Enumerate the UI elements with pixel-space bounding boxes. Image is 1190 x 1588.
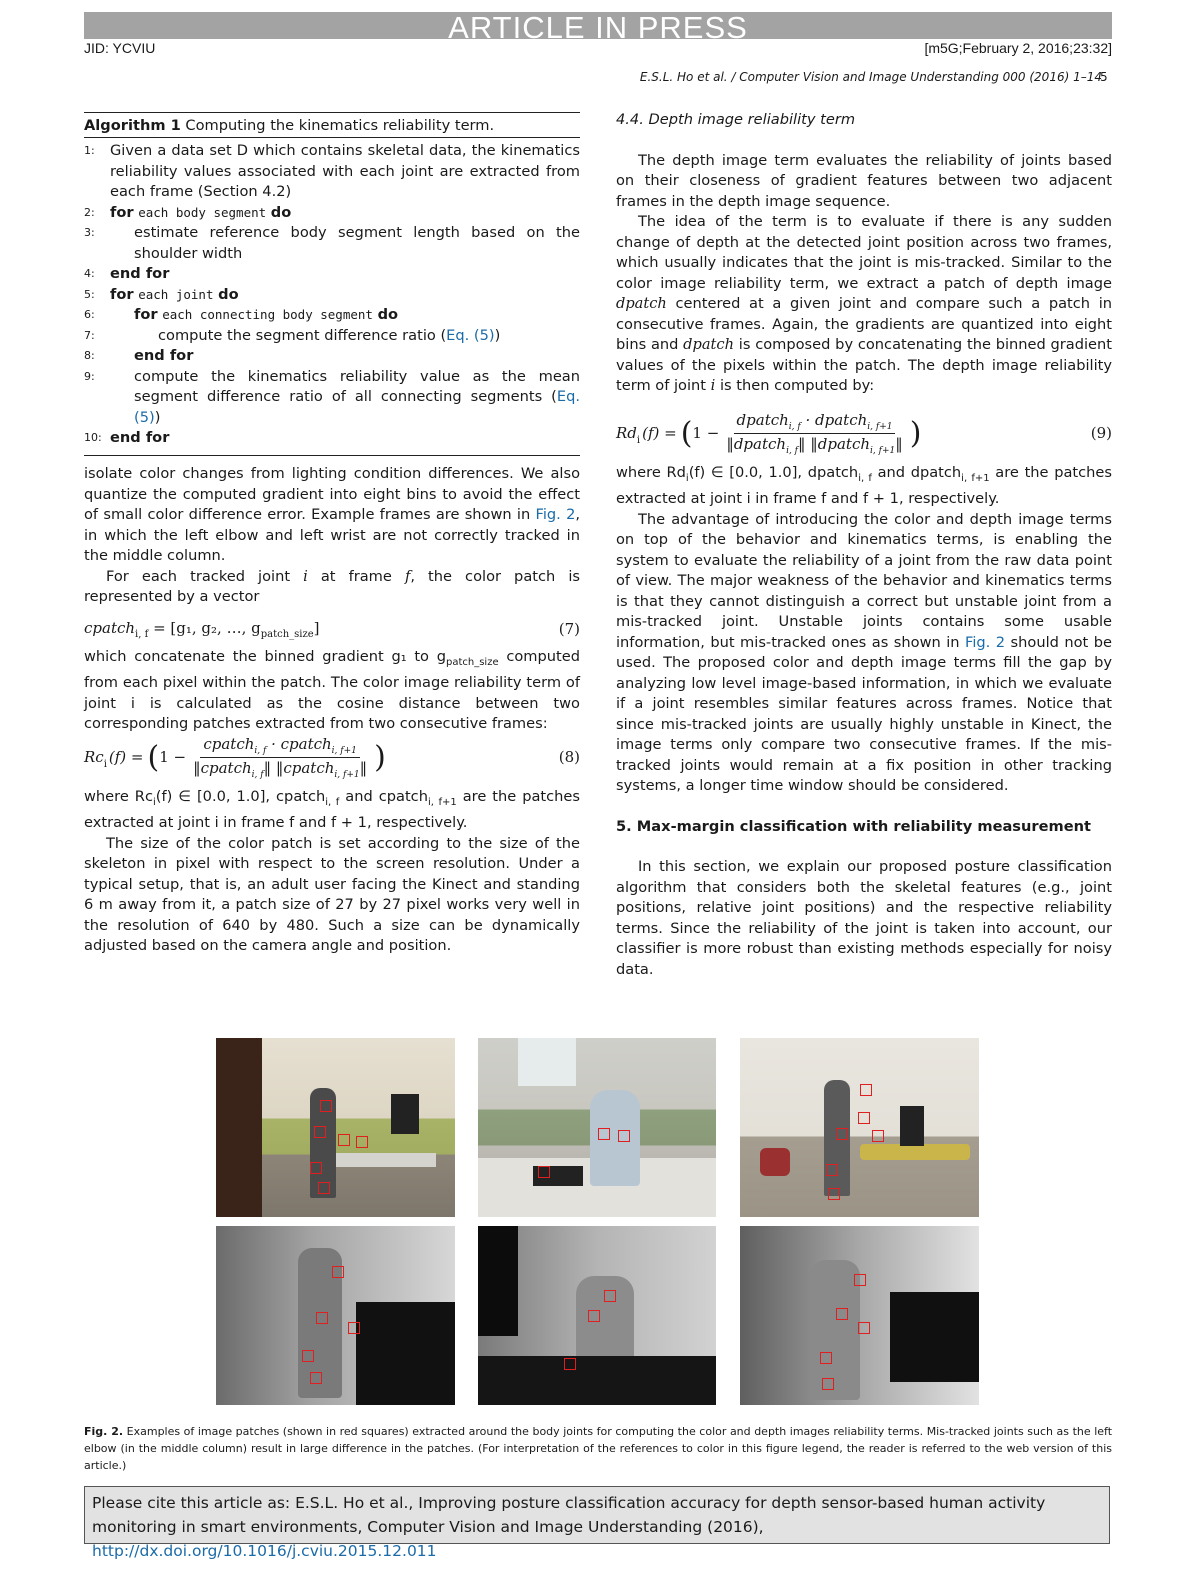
equation-body (616, 411, 921, 456)
text-run: are the patches extracted at joint i in frame f and f + 1, respectively. (616, 464, 1112, 508)
keyword: end for (110, 429, 170, 446)
math-text: ‖ (359, 758, 368, 777)
line-text (110, 326, 580, 347)
paragraph (84, 464, 580, 567)
math-text: dpatch (736, 410, 789, 429)
line-text (110, 203, 580, 224)
article-in-press-banner: ARTICLE IN PRESS (84, 12, 1112, 39)
math-sub: i, f+1 (331, 745, 357, 756)
numerator (734, 411, 896, 434)
patch-square (302, 1350, 314, 1362)
line-number: 8: (84, 349, 95, 362)
patch-square (320, 1100, 332, 1112)
math-sub: i, f+1 (427, 796, 457, 808)
patch-square (826, 1164, 838, 1176)
running-head-text: E.S.L. Ho et al. / Computer Vision and Image Understanding 000 (2016) 1–14 (639, 70, 1102, 84)
math-text: (f) = (108, 748, 144, 766)
line-number: 9: (84, 369, 95, 383)
math-sub: i, f (135, 628, 149, 640)
keyword: for (110, 203, 134, 221)
running-head (0, 70, 1112, 84)
algorithm-label: Algorithm 1 (84, 117, 181, 134)
algorithm-line (84, 223, 580, 264)
text-run: The advantage of introducing the color and depth image terms on top of the behavior and kinematics terms, is enabling the system to evaluate the reliability of a joint from the raw data point of view. The major weakness of the behavior and kinematics terms is that they cannot distinguish a correct but unstable joint from a mis-tracked joint. Unstable joints contains some usable information, but mis-tracked ones as shown in (616, 510, 1112, 651)
equation-body (84, 619, 320, 640)
math-text: ] (313, 618, 320, 637)
math-text: ‖dpatch (726, 434, 787, 453)
equation-link[interactable]: Eq. (5) (446, 326, 495, 344)
keyword: for (134, 306, 158, 323)
left-paren: ( (147, 739, 160, 775)
paragraph (84, 567, 580, 608)
text-run: where Rd (616, 464, 686, 481)
patch-square (858, 1322, 870, 1334)
algorithm-line (84, 428, 580, 449)
math-sub: i, f+1 (867, 421, 893, 432)
patch-square (820, 1352, 832, 1364)
patch-square (858, 1112, 870, 1124)
right-column (616, 110, 1112, 397)
line-text-main: compute the kinematics reliability value as the mean segment difference ratio of all connecting segments ( (134, 367, 580, 405)
patch-square (338, 1134, 350, 1146)
paragraph (616, 463, 1112, 510)
fraction (190, 735, 370, 780)
patch-square (854, 1274, 866, 1286)
text-run: (f) ∈ [0.0, 1.0], cpatch (155, 788, 326, 805)
keyword: do (270, 203, 292, 221)
math-text: ‖ ‖dpatch (798, 434, 871, 453)
math-sub: i (685, 472, 689, 484)
left-column (84, 464, 580, 608)
text-run: centered at a given joint and compare such a patch in consecutive frames. Again, the gradients are quantized into eight bins and (616, 295, 1112, 353)
math-text: cpatch (203, 734, 255, 753)
algorithm-box (84, 112, 580, 456)
patch-square (356, 1136, 368, 1148)
math-text: = [g₁, g₂, …, g (148, 618, 261, 637)
math-var: i (710, 377, 716, 394)
text-run: , in which the left elbow and left wrist are not correctly tracked in the middle column. (84, 506, 580, 564)
math-var: dpatch (616, 295, 667, 312)
fraction (723, 411, 905, 456)
line-text-main: compute the segment difference ratio ( (158, 326, 447, 344)
keyword: do (218, 285, 239, 303)
patch-square (588, 1310, 600, 1322)
caption-text: Examples of image patches (shown in red squares) extracted around the body joints for computing the color and depth images reliability terms. Mis-tracked joints such as the left elbow (in the middle column) result in large difference in the patches. (For interpretation of the references to color in this figure legend, the reader is referred to the web version of this article.) (84, 1425, 1113, 1472)
denominator (723, 434, 905, 456)
text-run: is composed by concatenating the binned gradient values of the pixels within the patch. The depth image reliability term of joint (616, 336, 1112, 394)
paragraph: The size of the color patch is set according to the size of the skeleton in pixel with respect to the screen resolution. Under a typical setup, that is, an adult user facing the Kinect and standing 6 m away from it, a patch size of 27 by 27 pixel works very well in the resolution of 640 by 480. Such a size can be dynamically adjusted based on the camera angle and position. (84, 834, 580, 955)
desk-depth (478, 1356, 716, 1405)
keyword: end for (134, 347, 194, 364)
math-text: · cpatch (266, 734, 332, 753)
math-sub: i (103, 758, 107, 770)
text-run: at frame (307, 567, 405, 585)
patch-square (618, 1130, 630, 1142)
algorithm-lines (84, 138, 580, 449)
line-text (110, 367, 580, 429)
text-run: and cpatch (339, 788, 428, 805)
patch-square (332, 1266, 344, 1278)
math-sub: i, f (786, 445, 798, 456)
line-text: estimate reference body segment length based on the shoulder width (134, 224, 580, 262)
math-sub: i, f+1 (334, 769, 360, 780)
algorithm-line (84, 264, 580, 285)
occlusion (478, 1226, 518, 1336)
algorithm-line (84, 346, 580, 367)
line-text (110, 285, 580, 306)
keyword: for (110, 285, 134, 303)
denominator (190, 758, 370, 780)
patch-square (310, 1162, 322, 1174)
algorithm-line (84, 305, 580, 326)
depth-frame-right (740, 1226, 979, 1405)
window (518, 1038, 576, 1086)
depth-frame-left (216, 1226, 455, 1405)
section-heading: 4.4. Depth image reliability term (616, 111, 856, 128)
line-text-tail: ) (154, 408, 161, 426)
paragraph (616, 212, 1112, 397)
build-stamp: [m5G;February 2, 2016;23:32] (924, 40, 1112, 56)
patch-square (604, 1290, 616, 1302)
figure-label: Fig. 2. (84, 1425, 124, 1438)
math-sub: i (152, 796, 156, 808)
patch-square (872, 1130, 884, 1142)
right-paren: ) (374, 739, 386, 775)
algorithm-bottom-rule (84, 455, 580, 456)
paragraph (84, 787, 580, 834)
algorithm-title-text: Computing the kinematics reliability term. (185, 117, 495, 134)
math-sub: i, f (858, 472, 872, 484)
depth-frame-middle (478, 1226, 716, 1405)
paragraph (616, 510, 1112, 797)
code-text: each joint (138, 286, 214, 302)
paragraph: In this section, we explain our proposed posture classification algorithm that considers both the skeletal features (e.g., joint positions, relative joint positions) and the respective reliability terms. Since the reliability of the joint is taken into account, our classifier is more robust than existing methods especially for noisy data. (616, 858, 1112, 978)
text-run: computed from each pixel within the patch. The color image reliability term of joint i is calculated as the cosine distance between two corresponding patches extracted from two consecutive frames: (84, 648, 580, 733)
text-run: where Rc (84, 788, 153, 805)
figure-link[interactable]: Fig. 2 (965, 633, 1006, 651)
math-sub: i (636, 434, 641, 446)
color-frame-middle (478, 1038, 716, 1217)
equation-9 (616, 410, 1112, 456)
doi-link[interactable]: http://dx.doi.org/10.1016/j.cviu.2015.12.011 (92, 1542, 437, 1560)
equation-link[interactable]: Eq. (5) (134, 388, 580, 426)
patch-square (316, 1312, 328, 1324)
math-text: (f) = (642, 424, 677, 442)
door (216, 1038, 262, 1217)
section-heading: 5. Max-margin classification with reliability measurement (616, 817, 1091, 835)
equation-7 (84, 618, 580, 640)
line-number: 10: (84, 431, 102, 444)
text-run: (f) ∈ [0.0, 1.0], dpatch (688, 464, 859, 481)
algorithm-line (84, 141, 580, 203)
line-number: 6: (84, 308, 95, 321)
math-sub: i, f (251, 769, 264, 780)
numerator (200, 735, 360, 758)
text-run: are the patches extracted at joint i in frame f and f + 1, respectively. (84, 788, 581, 832)
line-text-tail: ) (494, 326, 501, 344)
paragraph (84, 647, 580, 735)
text-run: should not be used. The proposed color and depth image terms fill the gap by analyzing low level image-based information, in which we evaluate if a joint resembles similar features across frames. Notice that since mis-tracked joints are usually highly unstable in Kinect, the image terms only compare two consecutive frames. If the mis-tracked joints would remain at a fix position in other tracking systems, a longer time window should be considered. (616, 633, 1112, 795)
color-frame-right (740, 1038, 979, 1217)
text-run: The idea of the term is to evaluate if there is any sudden change of depth at the detected joint position across two frames, which usually indicates that the joint is mis-tracked. Similar to the color image reliability term, we extract a patch of depth image (616, 213, 1112, 292)
person-depth (810, 1260, 860, 1400)
equation-number: (8) (558, 748, 580, 766)
math-var: Rc (84, 748, 104, 766)
algorithm-line (84, 326, 580, 347)
math-var: f (404, 567, 411, 585)
math-var: Rd (616, 424, 637, 442)
line-number: 2: (84, 205, 95, 219)
text-run: is then computed by: (715, 377, 875, 394)
math-sub: i, f (254, 745, 267, 756)
equation-body (84, 735, 386, 780)
keyword: do (377, 306, 399, 323)
math-sub: i, f+1 (870, 445, 896, 456)
line-number: 1: (84, 144, 95, 157)
equation-number: (7) (558, 620, 580, 638)
monitor (900, 1106, 924, 1146)
text-run: For each tracked joint (106, 567, 304, 585)
figure-link[interactable]: Fig. 2 (535, 506, 576, 523)
left-paren: ( (680, 415, 693, 451)
math-text: ‖cpatch (193, 758, 252, 777)
algorithm-title (84, 113, 580, 135)
math-text: · dpatch (800, 410, 868, 429)
patch-square (348, 1322, 360, 1334)
math-text: ‖ ‖cpatch (263, 758, 335, 777)
occlusion (890, 1292, 979, 1382)
patch-square (598, 1128, 610, 1140)
text-run: , the color patch is represented by a vector (84, 567, 580, 605)
line-number: 4: (84, 267, 95, 280)
patch-square (314, 1126, 326, 1138)
journal-id: JID: YCVIU (84, 40, 156, 56)
code-text: each body segment (138, 204, 267, 220)
line-number: 5: (84, 287, 95, 301)
text-run: isolate color changes from lighting condition differences. We also quantize the computed gradient into eight bins to avoid the effect of small color difference error. Example frames are shown in (84, 465, 580, 523)
line-text (110, 305, 580, 326)
patch-square (564, 1358, 576, 1370)
paragraph: The depth image term evaluates the reliability of joints based on their closeness of gradient features between two adjacent frames in the depth image sequence. (616, 151, 1112, 210)
left-column-cont (84, 647, 580, 735)
math-var: cpatch (84, 618, 136, 637)
equation-8 (84, 734, 580, 780)
patch-square (822, 1378, 834, 1390)
patch-square (836, 1308, 848, 1320)
math-sub: i, f+1 (961, 472, 990, 484)
algorithm-line (84, 203, 580, 224)
text-run: and dpatch (871, 464, 962, 481)
math-sub: i, f (788, 421, 801, 432)
math-sub: patch_size (445, 656, 499, 668)
page-number: 5 (1100, 70, 1108, 84)
algorithm-line (84, 285, 580, 306)
algorithm-line (84, 367, 580, 429)
patch-square (860, 1084, 872, 1096)
math-sub: patch_size (260, 628, 314, 640)
text-run: which concatenate the binned gradient g₁ to g (84, 648, 446, 665)
patch-square (310, 1372, 322, 1384)
line-number: 3: (84, 226, 95, 239)
left-column-cont2 (84, 787, 580, 957)
patch-square (836, 1128, 848, 1140)
math-text: ‖ (895, 434, 903, 453)
patch-square (318, 1182, 330, 1194)
math-text: 1 − (692, 424, 720, 442)
right-paren: ) (909, 415, 922, 451)
color-frame-left (216, 1038, 455, 1217)
keyword: end for (110, 265, 170, 282)
math-sub: i, f (325, 796, 340, 808)
citation-box (84, 1486, 1110, 1560)
figure-caption (84, 1423, 1112, 1474)
patch-square (828, 1188, 840, 1200)
math-var: dpatch (683, 336, 734, 353)
code-text: each connecting body segment (162, 307, 373, 322)
line-text: Given a data set D which contains skeletal data, the kinematics reliability values associated with each joint are extracted from each frame (Section 4.2) (110, 142, 580, 200)
occlusion (356, 1302, 455, 1405)
patch-square (538, 1166, 550, 1178)
monitor (391, 1094, 419, 1134)
citation-text: Please cite this article as: E.S.L. Ho et al., Improving posture classification accuracy for depth sensor-based human activity monitoring in smart environments, Computer Vision and Image Understanding (2016), (92, 1494, 1046, 1536)
math-text: 1 − (159, 748, 187, 766)
math-var: i (303, 567, 308, 585)
right-column-cont (616, 463, 1112, 980)
chair (760, 1148, 790, 1176)
equation-number: (9) (1090, 424, 1112, 442)
desk (860, 1144, 970, 1160)
line-number: 7: (84, 328, 95, 342)
